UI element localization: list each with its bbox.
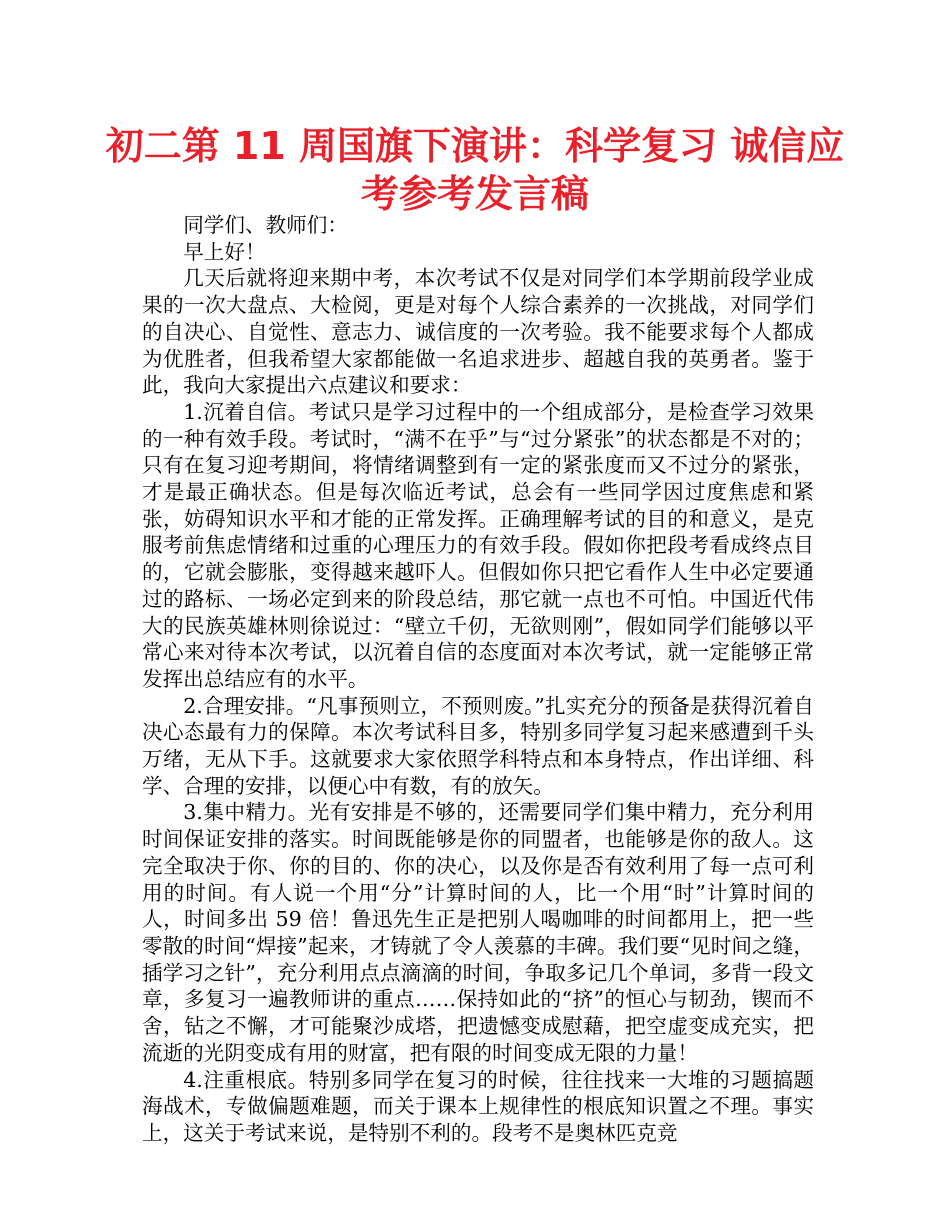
suggestion-3-paragraph: 3.集中精力。光有安排是不够的，还需要同学们集中精力，充分利用时间保证安排的落实。时间既能够是你的同盟者，也能够是你的敌人。这完全取决于你、你的目的、你的决心，以及你是否有效利用了每一点可利用的时间。有人说一个用“分”计算时间的人，比一个用“时”计算时间的人，时间多出 59 倍！鲁迅先生正是把别人喝咖啡的时间都用上，把一些零散的时间“焊接”起来，才铸就了令人羡慕的丰碑。我们要“见时间之缝，插学习之针”，充分利用点点滴滴的时间，争取多记几个单词，多背一段文章，多复习一遍教师讲的重点……保持如此的“挤”的恒心与韧劲，锲而不舍，钻之不懈，才可能聚沙成塔，把遗憾变成慰藉，把空虚变成充实，把流逝的光阴变成有用的财富，把有限的时间变成无限的力量！ [142,800,814,1065]
greeting-paragraph: 早上好！ [183,239,266,264]
suggestion-2-paragraph: 2.合理安排。“凡事预则立，不预则废。”扎实充分的预备是获得沉着自决心态最有力的保障。本次考试科目多，特别多同学复习起来感遭到千头万绪，无从下手。这就要求大家依照学科特点和本身特点，作出详细、科学、合理的安排，以便心中有数，有的放矢。 [142,693,814,798]
document-title: 初二第 11 周国旗下演讲：科学复习 诚信应考参考发言稿 [105,124,845,216]
suggestion-4-paragraph: 4.注重根底。特别多同学在复习的时候，往往找来一大堆的习题搞题海战术，专做偏题难题，而关于课本上规律性的根底知识置之不理。事实上，这关于考试来说，是特别不利的。段考不是奥林匹克竞 [142,1067,814,1145]
suggestion-1-paragraph: 1.沉着自信。考试只是学习过程中的一个组成部分，是检查学习效果的一种有效手段。考试时，“满不在乎”与“过分紧张”的状态都是不对的；只有在复习迎考期间，将情绪调整到有一定的紧张度而又不过分的紧张，才是最正确状态。但是每次临近考试，总会有一些同学因过度焦虑和紧张，妨碍知识水平和才能的正常发挥。正确理解考试的目的和意义，是克服考前焦虑情绪和过重的心理压力的有效手段。假如你把段考看成终点目的，它就会膨胀，变得越来越吓人。但假如你只把它看作人生中必定要通过的路标、一场必定到来的阶段总结，那它就一点也不可怕。中国近代伟大的民族英雄林则徐说过：“壁立千仞，无欲则刚”，假如同学们能够以平常心来对待本次考试，以沉着自信的态度面对本次考试，就一定能够正常发挥出总结应有的水平。 [142,399,814,691]
greeting-paragraph: 同学们、教师们： [183,213,348,237]
document-body [142,212,814,1147]
intro-paragraph: 几天后就将迎来期中考，本次考试不仅是对同学们本学期前段学业成果的一次大盘点、大检阅，更是对每个人综合素养的一次挑战，对同学们的自决心、自觉性、意志力、诚信度的一次考验。我不能要求每个人都成为优胜者，但我希望大家都能做一名追求进步、超越自我的英勇者。鉴于此，我向大家提出六点建议和要求： [142,266,814,398]
